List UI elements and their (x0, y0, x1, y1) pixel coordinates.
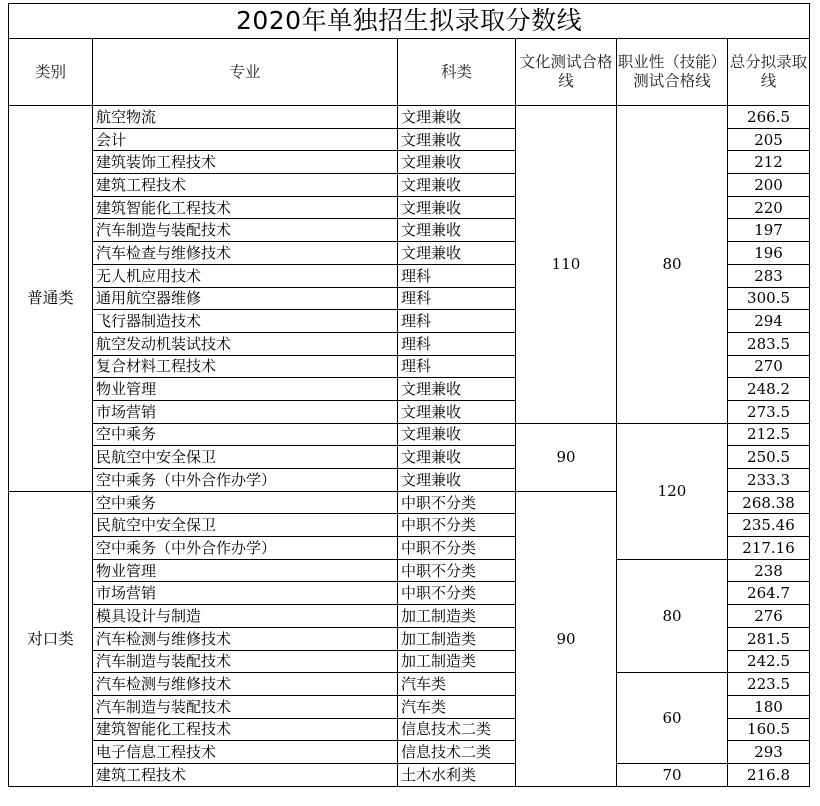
subject-cell: 信息技术二类 (398, 718, 516, 741)
total-cell: 283 (728, 264, 810, 287)
total-cell: 212 (728, 151, 810, 174)
subject-cell: 中职不分类 (398, 537, 516, 560)
total-cell: 233.3 (728, 469, 810, 492)
subject-cell: 文理兼收 (398, 446, 516, 469)
vocational-threshold-counterpart-70: 70 (617, 763, 728, 786)
subject-cell: 文理兼收 (398, 423, 516, 446)
subject-cell: 理科 (398, 355, 516, 378)
subject-cell: 中职不分类 (398, 582, 516, 605)
total-cell: 294 (728, 310, 810, 333)
total-cell: 238 (728, 559, 810, 582)
major-cell: 建筑智能化工程技术 (93, 196, 398, 219)
header-category: 类别 (9, 39, 93, 106)
major-cell: 民航空中安全保卫 (93, 514, 398, 537)
total-cell: 268.38 (728, 491, 810, 514)
subject-cell: 文理兼收 (398, 106, 516, 129)
total-cell: 205 (728, 128, 810, 151)
major-cell: 市场营销 (93, 400, 398, 423)
subject-cell: 文理兼收 (398, 196, 516, 219)
major-cell: 空中乘务（中外合作办学） (93, 469, 398, 492)
major-cell: 模具设计与制造 (93, 605, 398, 628)
subject-cell: 理科 (398, 287, 516, 310)
subject-cell: 理科 (398, 310, 516, 333)
total-cell: 180 (728, 695, 810, 718)
subject-cell: 加工制造类 (398, 605, 516, 628)
category-counterpart: 对口类 (9, 491, 93, 786)
vocational-threshold-120: 120 (617, 423, 728, 559)
subject-cell: 汽车类 (398, 695, 516, 718)
subject-cell: 土木水利类 (398, 763, 516, 786)
total-cell: 242.5 (728, 650, 810, 673)
subject-cell: 文理兼收 (398, 400, 516, 423)
major-cell: 空中乘务（中外合作办学） (93, 537, 398, 560)
total-cell: 276 (728, 605, 810, 628)
table-row (9, 106, 810, 129)
major-cell: 航空物流 (93, 106, 398, 129)
subject-cell: 文理兼收 (398, 378, 516, 401)
total-cell: 212.5 (728, 423, 810, 446)
category-general: 普通类 (9, 106, 93, 492)
subject-cell: 加工制造类 (398, 627, 516, 650)
total-cell: 248.2 (728, 378, 810, 401)
major-cell: 民航空中安全保卫 (93, 446, 398, 469)
major-cell: 物业管理 (93, 559, 398, 582)
major-cell: 空中乘务 (93, 491, 398, 514)
subject-cell: 中职不分类 (398, 514, 516, 537)
major-cell: 汽车检查与维修技术 (93, 242, 398, 265)
major-cell: 市场营销 (93, 582, 398, 605)
major-cell: 复合材料工程技术 (93, 355, 398, 378)
total-cell: 200 (728, 174, 810, 197)
major-cell: 汽车制造与装配技术 (93, 650, 398, 673)
total-cell: 220 (728, 196, 810, 219)
table-row (9, 763, 810, 786)
header-major: 专业 (93, 39, 398, 106)
header-subject: 科类 (398, 39, 516, 106)
major-cell: 航空发动机装试技术 (93, 332, 398, 355)
total-cell: 264.7 (728, 582, 810, 605)
major-cell: 空中乘务 (93, 423, 398, 446)
major-cell: 无人机应用技术 (93, 264, 398, 287)
subject-cell: 理科 (398, 264, 516, 287)
vocational-threshold-counterpart-60: 60 (617, 673, 728, 764)
subject-cell: 文理兼收 (398, 219, 516, 242)
header-culture-threshold: 文化测试合格线 (516, 39, 617, 106)
major-cell: 汽车检测与维修技术 (93, 627, 398, 650)
table-row (9, 423, 810, 446)
total-cell: 270 (728, 355, 810, 378)
subject-cell: 中职不分类 (398, 491, 516, 514)
total-cell: 266.5 (728, 106, 810, 129)
culture-threshold-counterpart: 90 (516, 491, 617, 786)
vocational-threshold-general-a: 80 (617, 106, 728, 424)
major-cell: 汽车检测与维修技术 (93, 673, 398, 696)
score-table-container (8, 3, 809, 787)
subject-cell: 汽车类 (398, 673, 516, 696)
major-cell: 会计 (93, 128, 398, 151)
header-total-threshold: 总分拟录取线 (728, 39, 810, 106)
total-cell: 293 (728, 741, 810, 764)
total-cell: 235.46 (728, 514, 810, 537)
subject-cell: 信息技术二类 (398, 741, 516, 764)
total-cell: 223.5 (728, 673, 810, 696)
major-cell: 建筑智能化工程技术 (93, 718, 398, 741)
table-row (9, 559, 810, 582)
score-table (8, 3, 810, 787)
major-cell: 汽车制造与装配技术 (93, 219, 398, 242)
subject-cell: 文理兼收 (398, 174, 516, 197)
vocational-threshold-counterpart-80: 80 (617, 559, 728, 672)
subject-cell: 中职不分类 (398, 559, 516, 582)
total-cell: 216.8 (728, 763, 810, 786)
total-cell: 217.16 (728, 537, 810, 560)
major-cell: 建筑工程技术 (93, 174, 398, 197)
header-vocational-threshold: 职业性（技能）测试合格线 (617, 39, 728, 106)
subject-cell: 文理兼收 (398, 151, 516, 174)
culture-threshold-general-b: 90 (516, 423, 617, 491)
major-cell: 物业管理 (93, 378, 398, 401)
header-row (9, 39, 810, 106)
total-cell: 197 (728, 219, 810, 242)
total-cell: 281.5 (728, 627, 810, 650)
table-row (9, 673, 810, 696)
subject-cell: 文理兼收 (398, 242, 516, 265)
total-cell: 160.5 (728, 718, 810, 741)
total-cell: 300.5 (728, 287, 810, 310)
major-cell: 建筑工程技术 (93, 763, 398, 786)
culture-threshold-general-a: 110 (516, 106, 617, 424)
major-cell: 电子信息工程技术 (93, 741, 398, 764)
major-cell: 汽车制造与装配技术 (93, 695, 398, 718)
subject-cell: 文理兼收 (398, 469, 516, 492)
subject-cell: 加工制造类 (398, 650, 516, 673)
major-cell: 建筑装饰工程技术 (93, 151, 398, 174)
major-cell: 通用航空器维修 (93, 287, 398, 310)
total-cell: 196 (728, 242, 810, 265)
major-cell: 飞行器制造技术 (93, 310, 398, 333)
table-title: 2020年单独招生拟录取分数线 (9, 4, 810, 39)
total-cell: 283.5 (728, 332, 810, 355)
total-cell: 250.5 (728, 446, 810, 469)
total-cell: 273.5 (728, 400, 810, 423)
subject-cell: 文理兼收 (398, 128, 516, 151)
subject-cell: 理科 (398, 332, 516, 355)
